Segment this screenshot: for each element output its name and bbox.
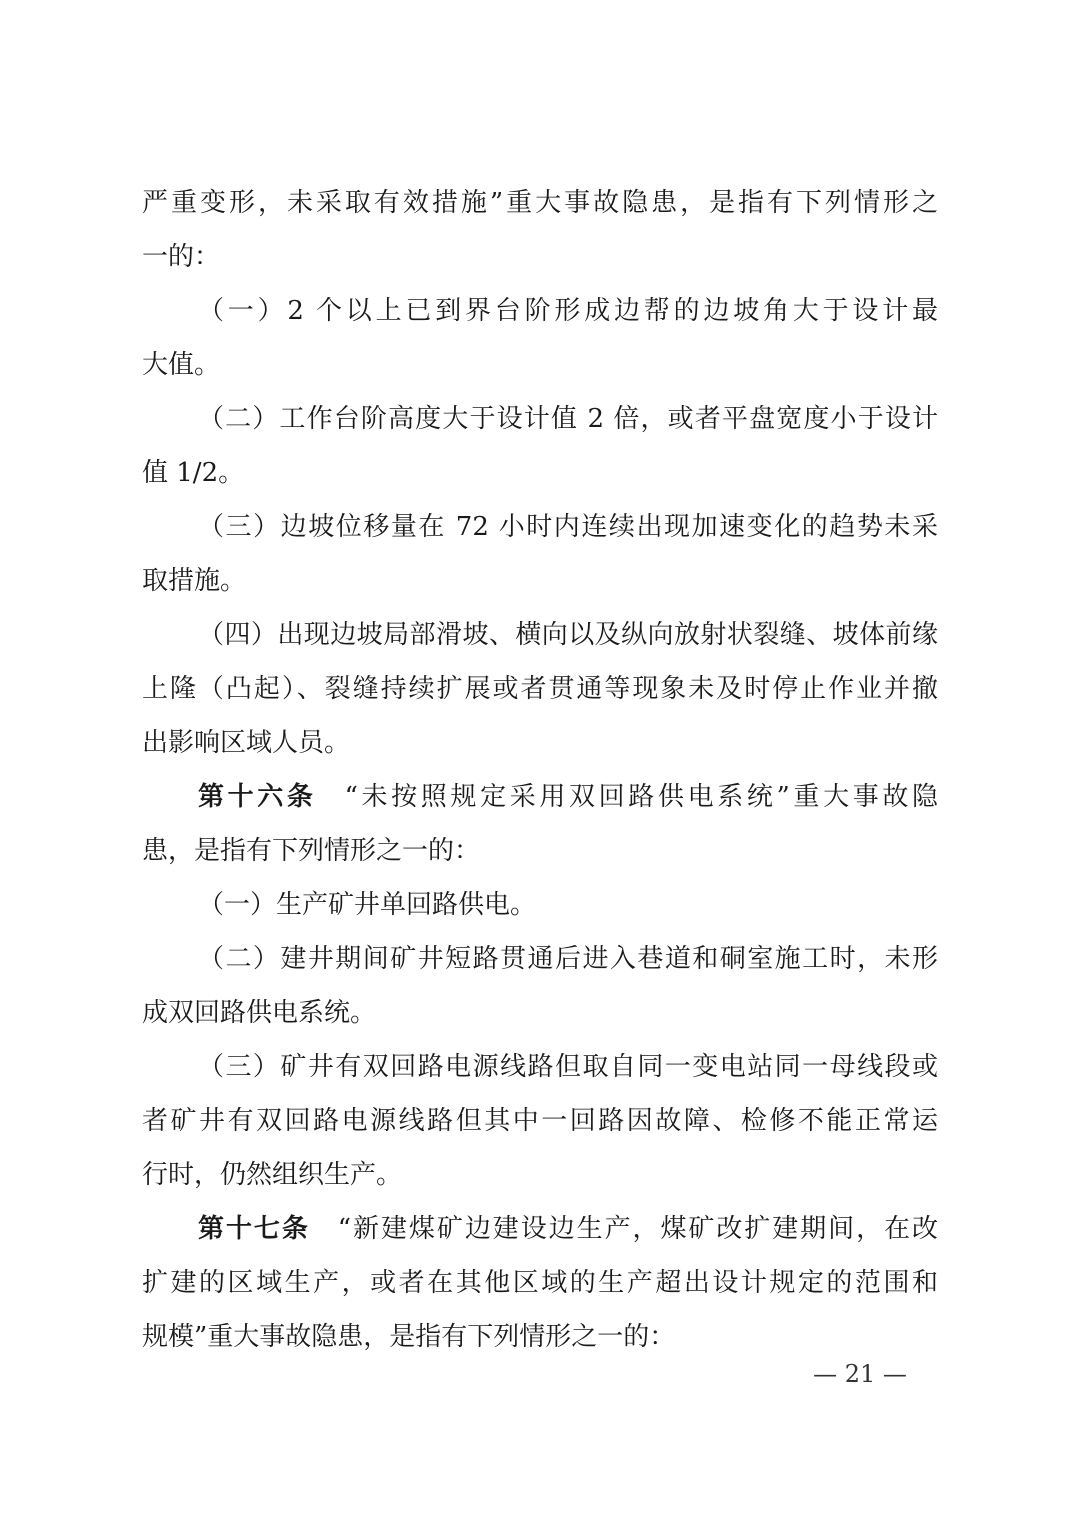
article-17-text: “新建煤矿边建设边生产，煤矿改扩建期间，在改 — [337, 1214, 938, 1244]
text-line: 规模”重大事故隐患，是指有下列情形之一的： — [142, 1322, 676, 1352]
list-item: （二）工作台阶高度大于设计值 2 倍，或者平盘宽度小于设计 — [198, 404, 938, 434]
list-item: （一）2 个以上已到界台阶形成边帮的边坡角大于设计最 — [198, 296, 938, 326]
article-17-heading: 第十七条 — [198, 1214, 310, 1244]
text-line: 者矿井有双回路电源线路但其中一回路因故障、检修不能正常运 — [142, 1106, 938, 1136]
article-17-first-line — [142, 1202, 938, 1256]
text-line: 取措施。 — [142, 566, 247, 596]
article-16-first-line — [142, 770, 938, 824]
text-line: 成双回路供电系统。 — [142, 998, 377, 1028]
text-line: 上隆（凸起）、裂缝持续扩展或者贯通等现象未及时停止作业并撤 — [142, 674, 938, 704]
list-item: （一）生产矿井单回路供电。 — [198, 890, 537, 920]
text-line: 严重变形，未采取有效措施”重大事故隐患，是指有下列情形之 — [142, 188, 938, 218]
text-line: 出影响区域人员。 — [142, 728, 351, 758]
list-item: （三）边坡位移量在 72 小时内连续出现加速变化的趋势未采 — [198, 512, 938, 542]
list-item: （三）矿井有双回路电源线路但取自同一变电站同一母线段或 — [198, 1052, 938, 1082]
text-line: 行时，仍然组织生产。 — [142, 1160, 403, 1190]
page-number: — 21 — — [813, 1360, 907, 1388]
text-line: 大值。 — [142, 350, 221, 380]
article-16-text: “未按照规定采用双回路供电系统”重大事故隐 — [344, 782, 938, 812]
text-line: 扩建的区域生产，或者在其他区域的生产超出设计规定的范围和 — [142, 1268, 938, 1298]
text-line: 一的： — [142, 242, 221, 272]
text-line: 值 1/2。 — [142, 458, 245, 488]
list-item: （四）出现边坡局部滑坡、横向以及纵向放射状裂缝、坡体前缘 — [198, 620, 938, 650]
text-line: 患，是指有下列情形之一的： — [142, 836, 481, 866]
body-text — [142, 176, 938, 1364]
article-16-heading: 第十六条 — [198, 782, 317, 812]
list-item: （二）建井期间矿井短路贯通后进入巷道和硐室施工时，未形 — [198, 944, 938, 974]
